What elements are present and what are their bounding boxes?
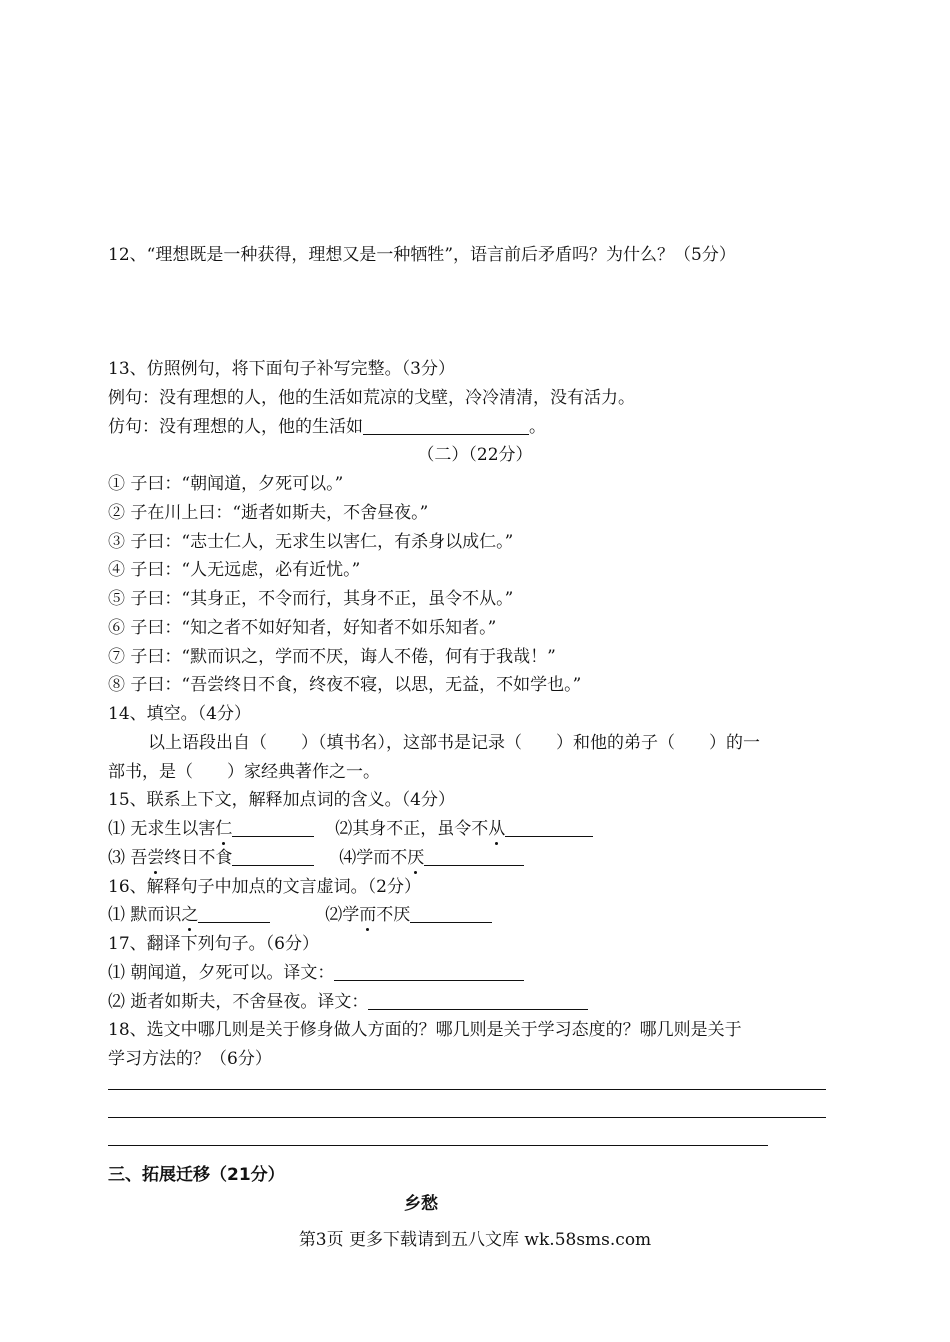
question-15-row-2: ⑶ 吾尝终日不食 ⑷学而不厌 bbox=[108, 846, 524, 870]
analects-passage: ⑥ 子曰：“知之者不如好知者，好知者不如乐知者。” bbox=[108, 618, 497, 638]
question-13-imitation: 仿句：没有理想的人，他的生活如 。 bbox=[108, 417, 546, 437]
analects-passage: ⑤ 子曰：“其身正，不令而行，其身不正，虽令不从。” bbox=[108, 589, 514, 609]
question-16-row: ⑴ 默而识之 ⑵学而不厌 bbox=[108, 903, 492, 927]
question-14-line-2: 部书，是（ ）家经典著作之一。 bbox=[108, 762, 380, 782]
answer-blank[interactable] bbox=[368, 991, 588, 1010]
answer-blank[interactable] bbox=[232, 847, 314, 866]
answer-line[interactable] bbox=[108, 1117, 826, 1118]
answer-blank[interactable] bbox=[232, 818, 314, 837]
question-15-title: 15、联系上下文，解释加点词的含义。（4分） bbox=[108, 790, 455, 810]
question-12: 12、“理想既是一种获得，理想又是一种牺牲”，语言前后矛盾吗？为什么？（5分） bbox=[108, 245, 736, 265]
question-17-b: ⑵ 逝者如斯夫，不舍昼夜。译文： bbox=[108, 990, 588, 1014]
analects-passage: ① 子曰：“朝闻道，夕死可以。” bbox=[108, 474, 344, 494]
question-13-title: 13、仿照例句，将下面句子补写完整。（3分） bbox=[108, 359, 455, 379]
question-14-line-1: 以上语段出自（ ）（填书名），这部书是记录（ ）和他的弟子（ ）的一 bbox=[148, 733, 760, 753]
section-3-heading: 三、拓展迁移（21分） bbox=[108, 1165, 285, 1185]
answer-blank[interactable] bbox=[410, 904, 492, 923]
analects-passage: ③ 子曰：“志士仁人，无求生以害仁，有杀身以成仁。” bbox=[108, 532, 514, 552]
analects-passage: ④ 子曰：“人无远虑，必有近忧。” bbox=[108, 560, 361, 580]
page-footer: 第3页 更多下载请到五八文库 wk.58sms.com bbox=[298, 1230, 652, 1250]
answer-line[interactable] bbox=[108, 1089, 826, 1090]
analects-passage: ② 子在川上曰：“逝者如斯夫，不舍昼夜。” bbox=[108, 503, 429, 523]
question-17-title: 17、翻译下列句子。（6分） bbox=[108, 934, 319, 954]
question-18-line-2: 学习方法的？（6分） bbox=[108, 1049, 272, 1069]
section-2-heading: （二）（22分） bbox=[417, 445, 533, 465]
question-18-line-1: 18、选文中哪几则是关于修身做人方面的？哪几则是关于学习态度的？哪几则是关于 bbox=[108, 1020, 742, 1040]
question-16-title: 16、解释句子中加点的文言虚词。（2分） bbox=[108, 877, 421, 897]
answer-blank[interactable] bbox=[198, 904, 270, 923]
analects-passage: ⑦ 子曰：“默而识之，学而不厌，诲人不倦，何有于我哉！” bbox=[108, 647, 556, 667]
analects-passage: ⑧ 子曰：“吾尝终日不食，终夜不寝，以思，无益，不如学也。” bbox=[108, 675, 582, 695]
answer-blank[interactable] bbox=[505, 818, 593, 837]
question-17-a: ⑴ 朝闻道，夕死可以。译文： bbox=[108, 961, 524, 985]
answer-line[interactable] bbox=[108, 1145, 768, 1146]
answer-blank[interactable] bbox=[363, 416, 529, 435]
answer-blank[interactable] bbox=[334, 962, 524, 981]
answer-blank[interactable] bbox=[424, 847, 524, 866]
poem-title: 乡愁 bbox=[404, 1194, 438, 1214]
question-13-example: 例句：没有理想的人，他的生活如荒凉的戈壁，冷冷清清，没有活力。 bbox=[108, 388, 635, 408]
question-14-title: 14、填空。（4分） bbox=[108, 704, 251, 724]
question-15-row-1: ⑴ 无求生以害仁 ⑵其身不正，虽令不从 bbox=[108, 817, 593, 841]
